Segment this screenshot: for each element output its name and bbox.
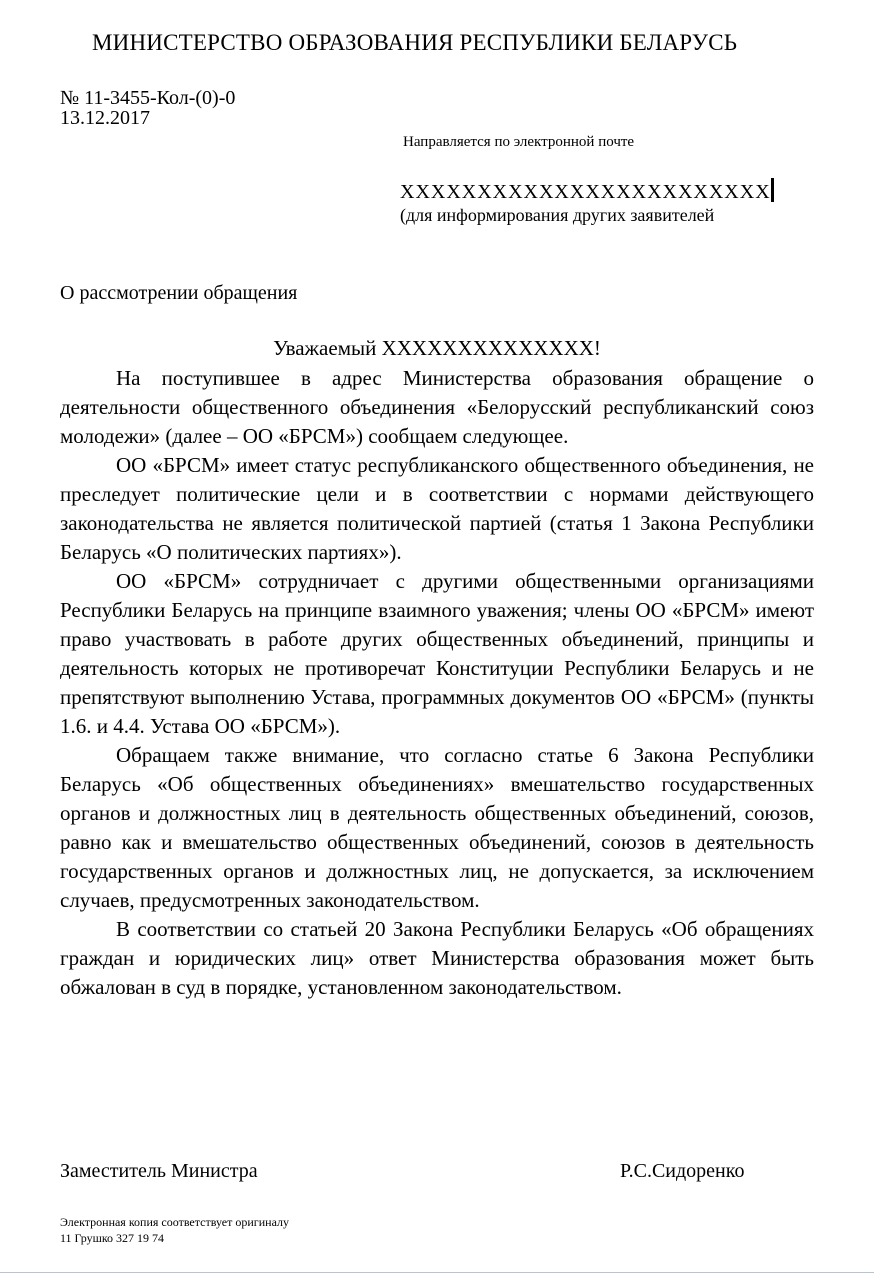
body-paragraph: В соответствии со статьей 20 Закона Республики Беларусь «Об обращениях граждан и юридических лиц» ответ Министерства образования может быть обжалован в суд в порядке, установленном законодательством.: [60, 917, 814, 999]
copy-note: Электронная копия соответствует оригиналу: [60, 1215, 289, 1229]
signatory-name: Р.С.Сидоренко: [620, 1160, 745, 1182]
letter-subject: О рассмотрении обращения: [60, 282, 298, 304]
body-paragraph: Обращаем также внимание, что согласно статье 6 Закона Республики Беларусь «Об общественных объединениях» вмешательство государственных органов и должностных лиц в деятельность общественных объединений, союзов, равно как и вмешательство общественных объединений, союзов в деятельность государственных органов и должностных лиц, не допускается, за исключением случаев, предусмотренных законодательством.: [60, 743, 814, 912]
executor-info: 11 Грушко 327 19 74: [60, 1231, 165, 1245]
signatory-title: Заместитель Министра: [60, 1160, 258, 1182]
salutation: Уважаемый XXXXXXXXXXXXXX!: [273, 336, 601, 360]
recipient-note: (для информирования других заявителей: [400, 205, 715, 225]
ministry-header: МИНИСТЕРСТВО ОБРАЗОВАНИЯ РЕСПУБЛИКИ БЕЛАРУСЬ: [92, 30, 738, 55]
page-divider: [0, 1272, 874, 1273]
text-cursor: [771, 178, 774, 202]
letter-date: 13.12.2017: [60, 107, 150, 129]
body-paragraph: ОО «БРСМ» имеет статус республиканского общественного объединения, не преследует политические цели и в соответствии с нормами действующего законодательства не является политической партией (статья 1 Закона Республики Беларусь «О политических партиях»).: [60, 453, 814, 564]
registration-number: № 11-3455-Кол-(0)-0: [60, 87, 236, 109]
delivery-note: Направляется по электронной почте: [403, 134, 635, 150]
body-paragraph: На поступившее в адрес Министерства образования обращение о деятельности общественного объединения «Белорусский республиканский союз молодежи» (далее – ОО «БРСМ») сообщаем следующее.: [60, 366, 814, 448]
body-paragraph: ОО «БРСМ» сотрудничает с другими общественными организациями Республики Беларусь на принципе взаимного уважения; члены ОО «БРСМ» имеют право участвовать в работе других общественных объединений, принципы и деятельность которых не противоречат Конституции Республики Беларусь и не препятствуют выполнению Устава, программных документов ОО «БРСМ» (пункты 1.6. и 4.4. Устава ОО «БРСМ»).: [60, 569, 814, 738]
recipient-text: XXXXXXXXXXXXXXXXXXXXXXXX: [400, 181, 771, 203]
letter-body: [60, 364, 814, 1002]
recipient-name: [400, 178, 774, 204]
